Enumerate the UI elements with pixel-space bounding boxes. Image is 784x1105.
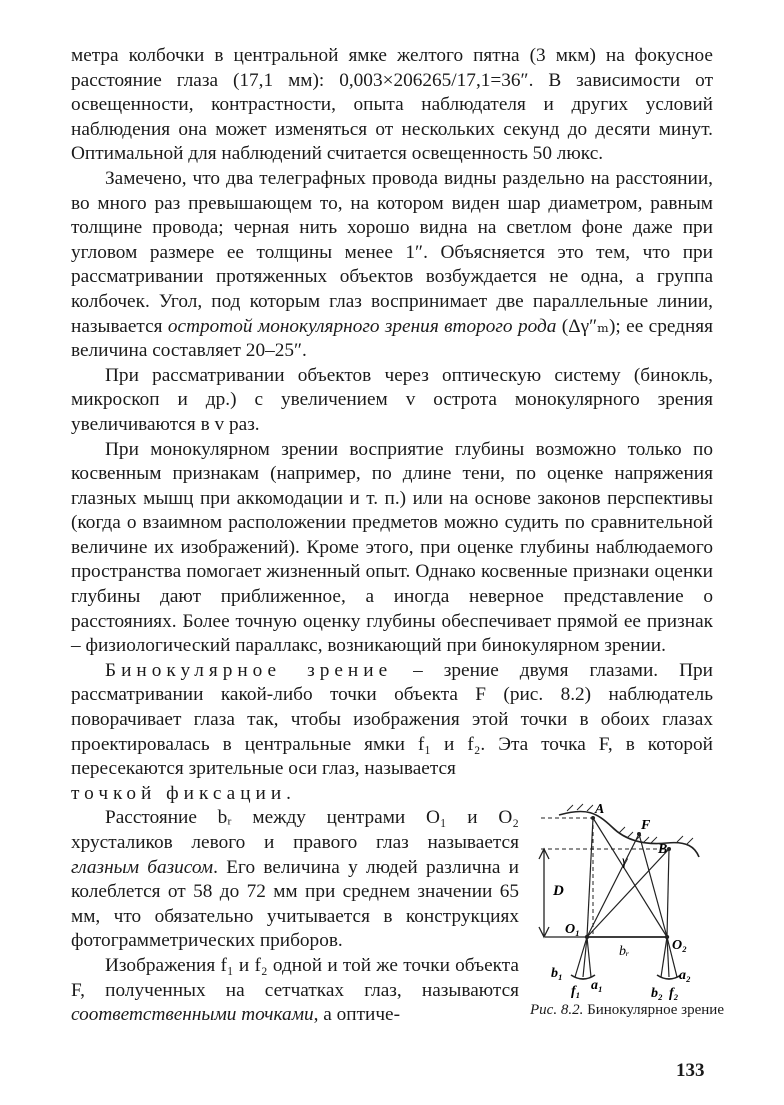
label-o2: O₂ bbox=[672, 938, 687, 953]
label-b1: b₁ bbox=[551, 966, 563, 981]
label-f1: f₁ bbox=[571, 984, 581, 999]
term-binocular-vision: Бинокулярное зрение bbox=[105, 659, 393, 681]
paragraph-5: Бинокулярное зрение – зрение двумя глазами. При рассматривании какой-либо точки объекта F (рис. 8.2) наблюдатель поворачивает глаза так, чтобы изображения этой точки в обоих глазах проектировалась в центральные ямки f₁ и f₂. Эта точка F, в которой пересекаются зрительные оси глаз, называется bbox=[71, 659, 713, 780]
paragraph-2: Замечено, что два телеграфных провода видны раздельно на расстоянии, во много раз превышающем то, на котором виден шар диаметром, равным толщине провода; черная нить хорошо видна на светлом фоне даже при угловом размере ее толщины менее 1″. Объясняется это тем, что при рассматривании протяженных объектов возбуждается не одна, а группа колбочек. Угол, под которым глаз воспринимает две параллельные линии, называется остротой монокулярного зрения второго рода (Δγ″ₘ); ее средняя величина составляет 20–25″. bbox=[71, 167, 714, 362]
term-acuity-second-kind: остротой монокулярного зрения второго рода bbox=[167, 315, 557, 337]
page-number: 133 bbox=[676, 1060, 705, 1081]
label-o1: O₁ bbox=[565, 922, 580, 937]
label-a1: a₁ bbox=[591, 978, 603, 993]
figure-caption bbox=[527, 1001, 727, 1020]
paragraph-5-end bbox=[71, 782, 519, 807]
term-corresponding-points: соответственными точками bbox=[71, 1004, 314, 1026]
term-fixation-point: точкой фиксации. bbox=[71, 782, 297, 804]
label-f: F bbox=[641, 818, 651, 833]
label-b2: b₂ bbox=[651, 986, 663, 1001]
object-hatching bbox=[567, 804, 693, 844]
paragraph-6: Расстояние bᵣ между центрами O₁ и O₂ хрусталиков левого и правого глаз называется глазным базисом. Его величина у людей различна и колеблется от 58 до 72 мм при среднем значении 65 мм, что обязательно учитывается в конструкциях фотограмметрических приборов. bbox=[71, 807, 519, 952]
caption-text: Бинокулярное зрение bbox=[587, 1002, 724, 1018]
label-a2: a₂ bbox=[679, 968, 691, 983]
term-eye-basis: глазным базисом bbox=[71, 856, 214, 878]
label-f2: f₂ bbox=[669, 986, 679, 1001]
label-a: A bbox=[595, 802, 605, 817]
label-b: B bbox=[658, 842, 668, 857]
label-gamma: γ bbox=[622, 854, 628, 869]
label-d: D bbox=[553, 883, 564, 899]
paragraph-7: Изображения f₁ и f₂ одной и той же точки объекта F, полученных на сетчатках глаз, называются соответственными точками, а оптиче- bbox=[71, 954, 519, 1026]
paragraph-4: При монокулярном зрении восприятие глубины возможно только по косвенным признакам (например, по длине тени, по оценке напряжения глазных мышц при аккомодации и т. п.) или на основе законов перспективы (когда о взаимном расположении предметов можно судить по сравнительной величине их изображений). Кроме этого, при оценке глубины наблюдаемого пространства помогает жизненный опыт. Однако косвенные признаки оценки глубины дают приближенное, а иногда неверное представление о расстояниях. Более точную оценку глубины обеспечивает прямой ее признак – физиологический параллакс, возникающий при бинокулярном зрении. bbox=[71, 438, 713, 657]
paragraph-3: При рассматривании объектов через оптическую систему (бинокль, микроскоп и др.) с увеличением v острота монокулярного зрения увеличиваются в v раз. bbox=[71, 364, 713, 435]
paragraph-1: метра колбочки в центральной ямке желтого пятна (3 мкм) на фокусное расстояние глаза (17,1 мм): 0,003×206265/17,1=36″. В зависимости от освещенности, контрастности, опыта наблюдателя и других условий наблюдения она может изменяться от нескольких секунд до десяти минут. Оптимальной для наблюдений считается освещенность 50 люкс. bbox=[71, 45, 713, 165]
label-br: bᵣ bbox=[619, 944, 630, 959]
caption-prefix: Рис. 8.2. bbox=[530, 1002, 584, 1018]
